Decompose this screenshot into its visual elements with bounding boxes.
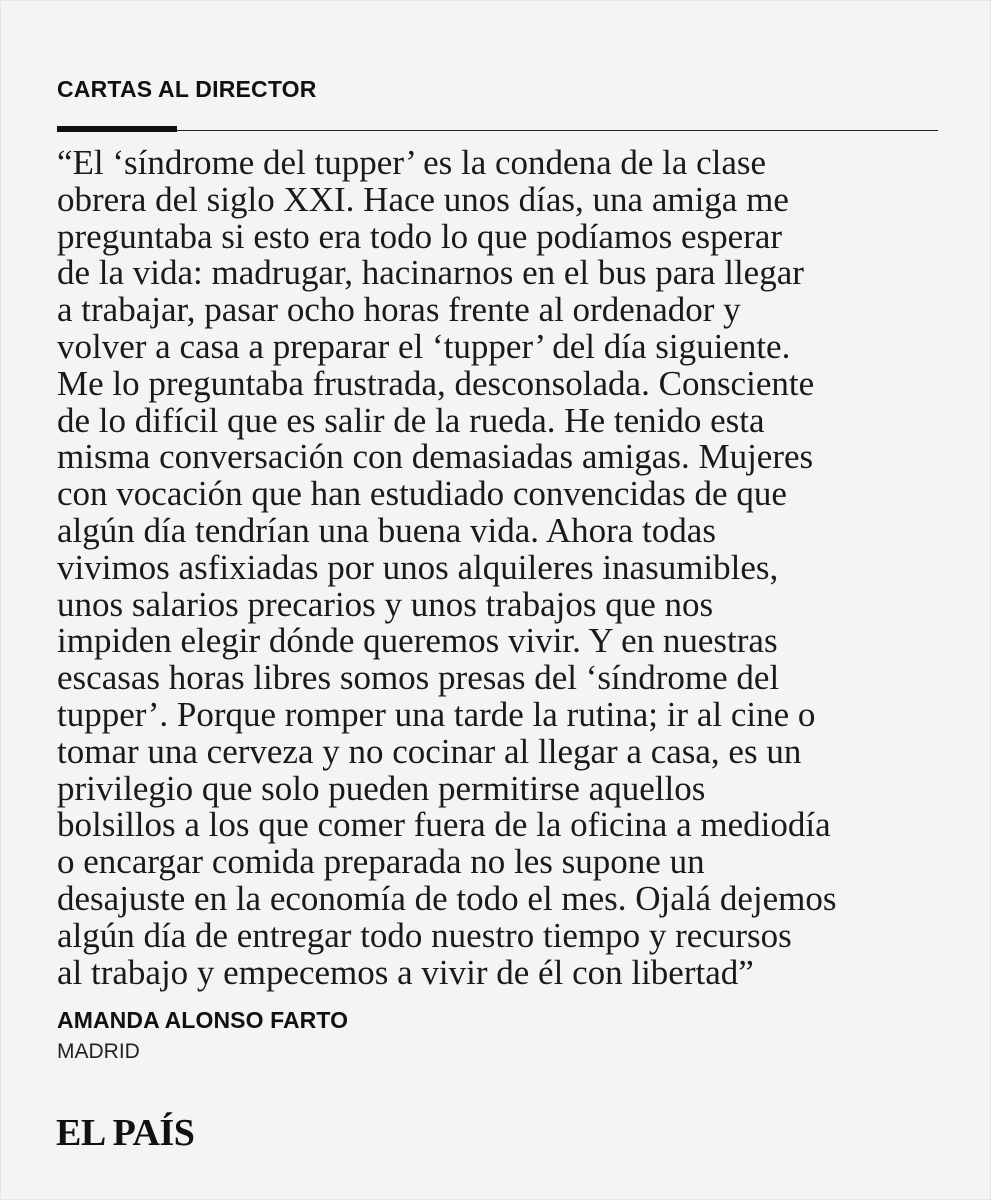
letter-line: bolsillos a los que comer fuera de la oficina a mediodía [57,805,831,845]
el-pais-logo: EL PAÍS [56,1112,195,1154]
section-title: CARTAS AL DIRECTOR [57,76,317,102]
letter-line: algún día tendrían una buena vida. Ahora todas [57,510,716,550]
letter-line: Me lo preguntaba frustrada, desconsolada. Consciente [57,363,815,403]
letter-line: tomar una cerveza y no cocinar al llegar a casa, es un [57,731,802,771]
letter-line: privilegio que solo pueden permitirse aquellos [57,768,706,808]
letter-line: obrera del siglo XXI. Hace unos días, una amiga me [57,179,789,219]
letter-line: al trabajo y empecemos a vivir de él con libertad” [57,952,754,992]
letter-line: de lo difícil que es salir de la rueda. He tenido esta [57,400,765,440]
letter-body [57,145,937,991]
letter-line: unos salarios precarios y unos trabajos que nos [57,584,714,624]
letter-line: misma conversación con demasiadas amigas. Mujeres [57,437,814,477]
letter-line: escasas horas libres somos presas del ‘síndrome del [57,658,780,698]
letter-line: “El ‘síndrome del tupper’ es la condena de la clase [57,143,767,182]
letter-line: vivimos asfixiadas por unos alquileres inasumibles, [57,547,779,587]
letter-line: desajuste en la economía de todo el mes. Ojalá dejemos [57,878,837,918]
letter-line: algún día de entregar todo nuestro tiempo y recursos [57,915,792,955]
letter-line: tupper’. Porque romper una tarde la rutina; ir al cine o [57,694,816,734]
author-name: AMANDA ALONSO FARTO [57,1007,349,1033]
letter-line: impiden elegir dónde queremos vivir. Y en nuestras [57,621,778,661]
letter-line: volver a casa a preparar el ‘tupper’ del día siguiente. [57,326,791,366]
author-city: MADRID [57,1040,140,1063]
letter-line: o encargar comida preparada no les supone un [57,842,705,882]
letter-line: preguntaba si esto era todo lo que podíamos esperar [57,216,783,256]
letter-line: con vocación que han estudiado convencidas de que [57,474,787,514]
header-divider-accent [57,126,177,132]
header-divider [57,130,938,131]
letter-line: a trabajar, pasar ocho horas frente al ordenador y [57,290,741,330]
letter-line: de la vida: madrugar, hacinarnos en el bus para llegar [57,253,804,293]
